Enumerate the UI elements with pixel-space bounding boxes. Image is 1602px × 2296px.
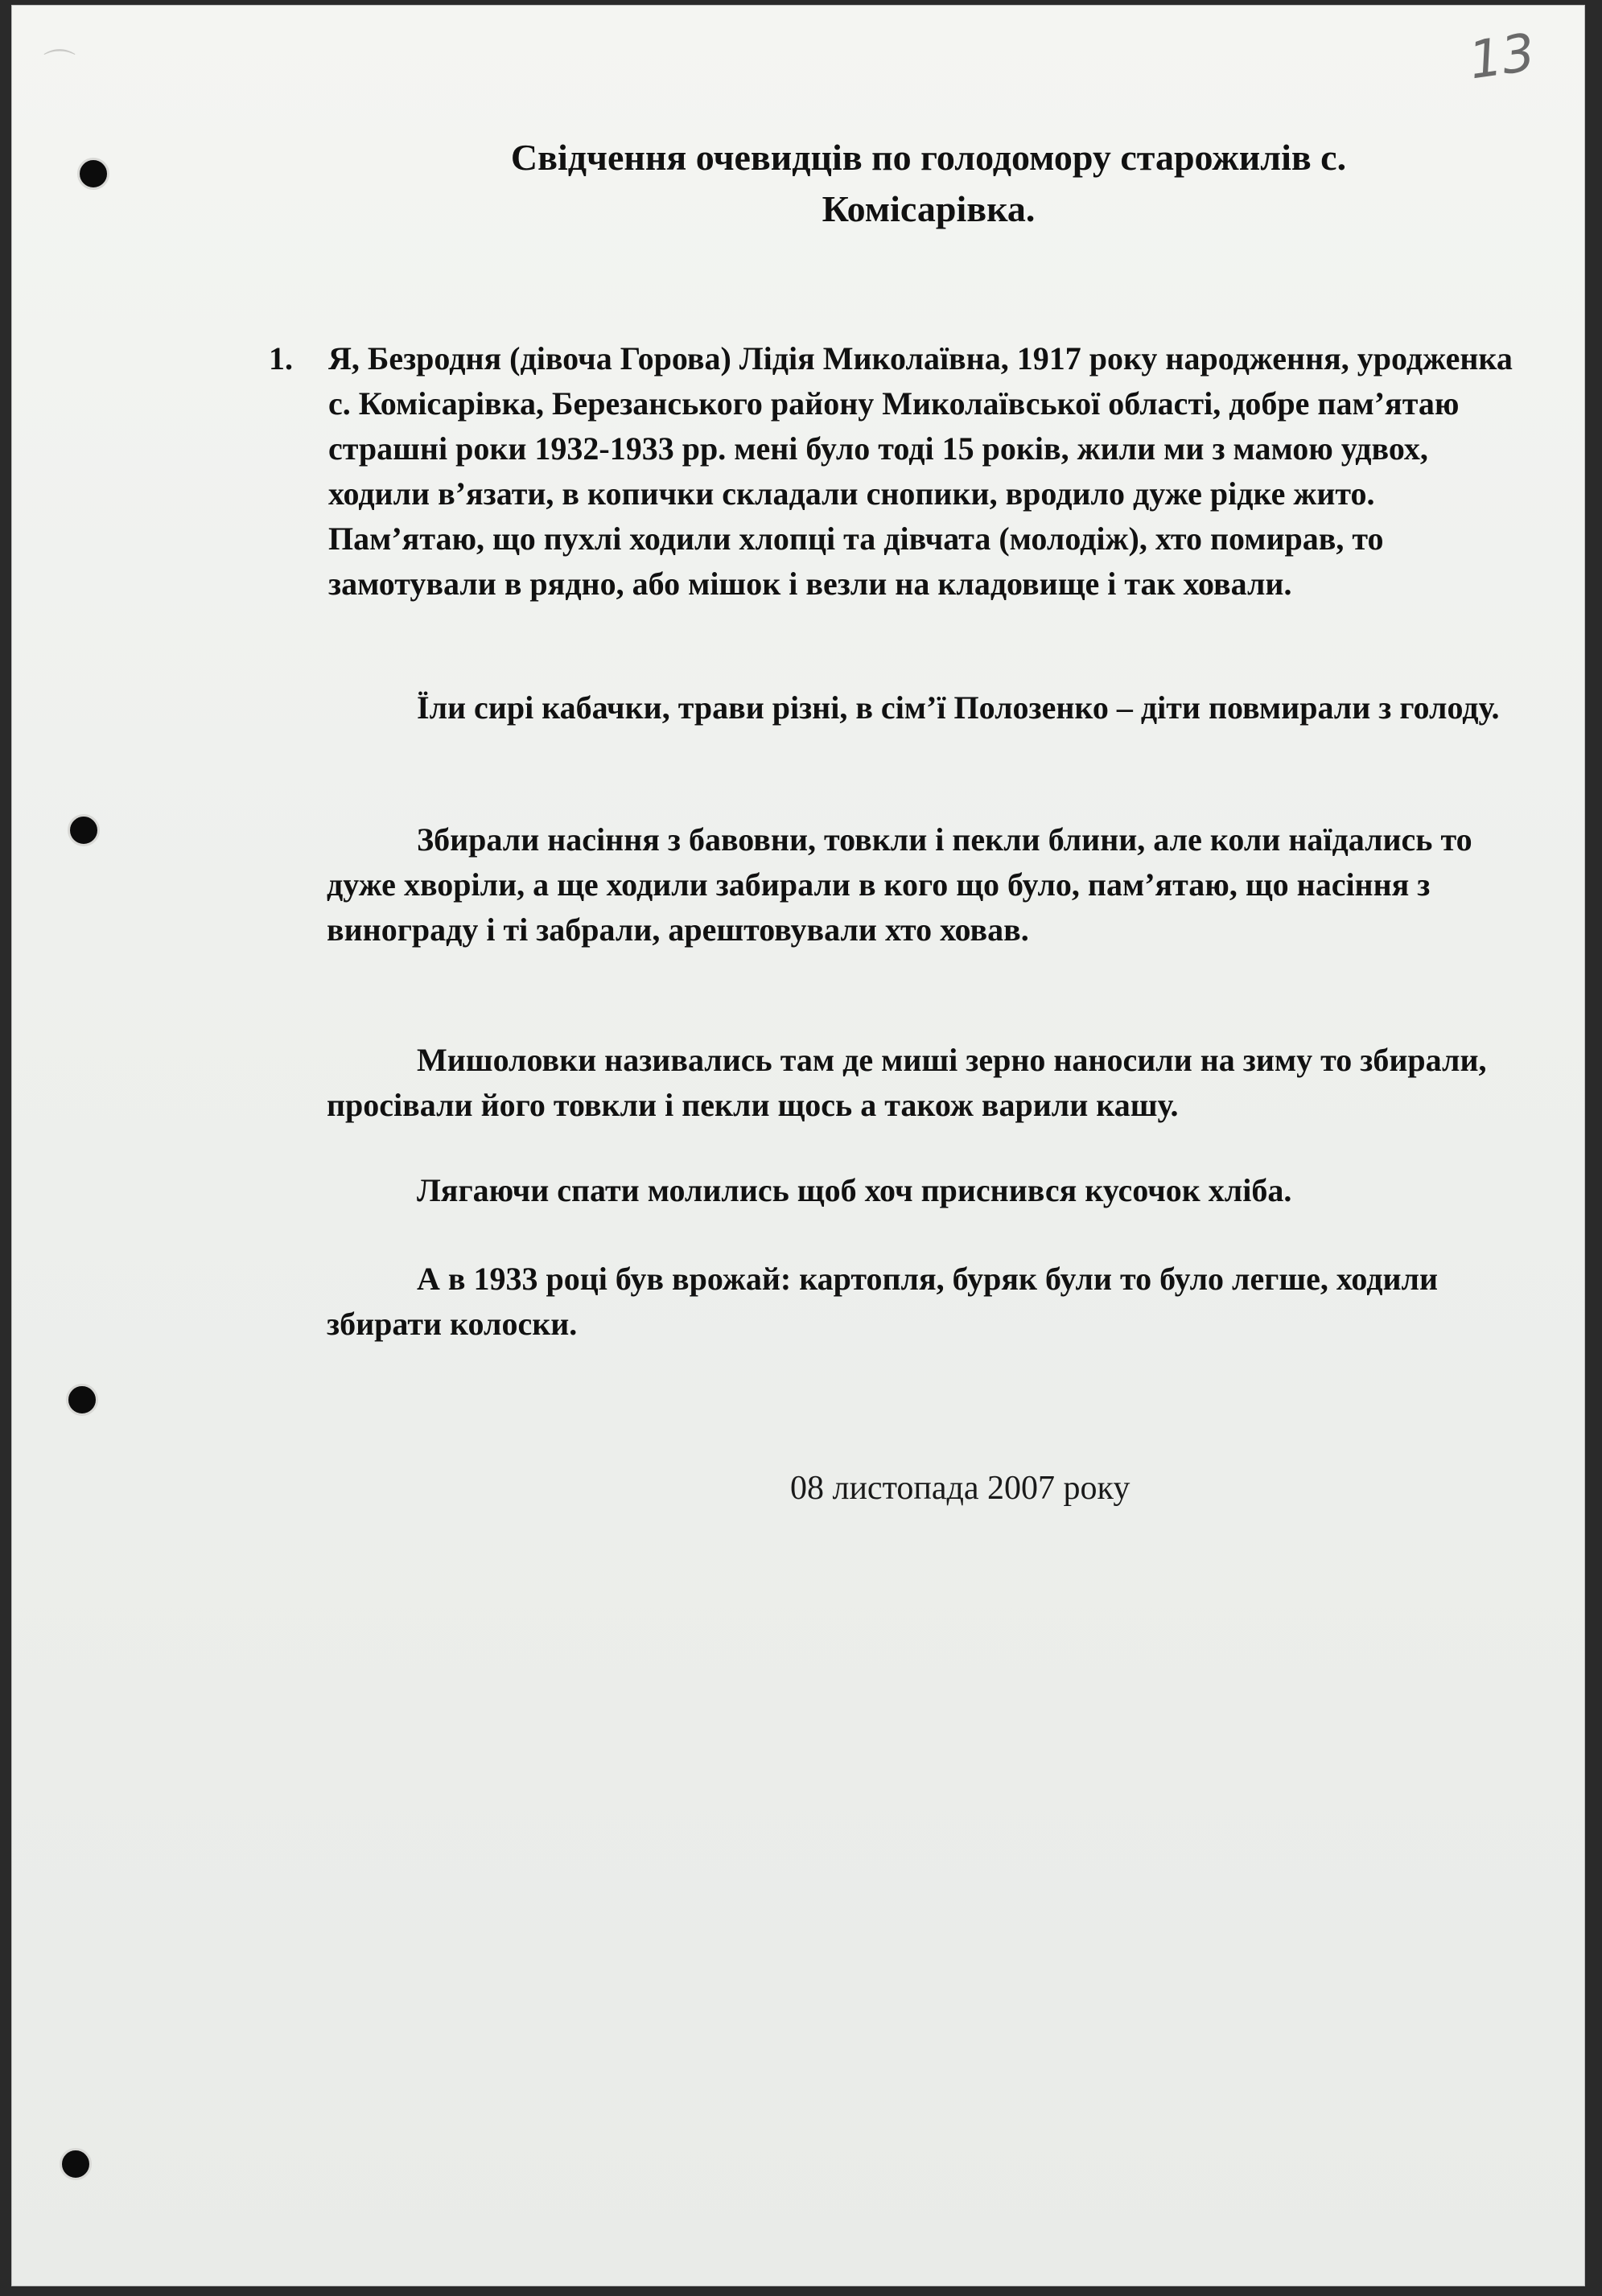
paragraph-2: Збирали насіння з бавовни, товкли і пекли блини, але коли наїдались то дуже хворіли, а ще ходили забирали в кого що було, пам’ятаю, що насіння з винограду і ті забрали, арештовували хто ховав. [327,821,1472,948]
title-line-2: Комісарівка. [822,188,1036,229]
handwritten-page-number: 13 [1465,23,1539,92]
paragraph-3: Мишоловки називались там де миші зерно наносили на зиму то збирали, просівали його товкли і пекли щось а також варили кашу. [327,1042,1487,1123]
binder-hole-1 [77,158,109,190]
testimony-item-1 [269,336,1524,607]
title-line-1: Свідчення очевидців по голодомору старожилів с. [510,137,1347,178]
faded-pencil-mark: ⌒ [43,47,76,84]
binder-hole-2 [68,814,100,846]
binder-hole-3 [66,1384,98,1416]
binder-hole-4 [60,2148,92,2180]
item-text: Я, Безродня (дівоча Горова) Лідія Миколаївна, 1917 року народження, уродженка с. Комісарівка, Березанського району Миколаївської області, добре пам’ятаю страшні роки 1932-1933 рр. мені було тоді 15 років, жили ми з мамою удвох, ходили в’язати, в копички складали снопики, вродило дуже рідке жито. Пам’ятаю, що пухлі ходили хлопці та дівчата (молодіж), хто помирав, то замотували в рядно, або мішок і везли на кладовище і так ховали. [328,340,1513,602]
paragraph-4: Лягаючи спати молились щоб хоч приснився кусочок хліба. [417,1172,1292,1208]
document-title [317,132,1540,235]
document-date: 08 листопада 2007 року [790,1470,1130,1507]
item-number: 1. [269,340,293,376]
document-page [11,5,1585,2286]
paragraph-1: Їли сирі кабачки, трави різні, в сім’ї Полозенко – діти повмирали з голоду. [417,689,1500,726]
paragraph-5: А в 1933 році був врожай: картопля, буряк були то було легше, ходили збирати колоски. [327,1261,1439,1342]
